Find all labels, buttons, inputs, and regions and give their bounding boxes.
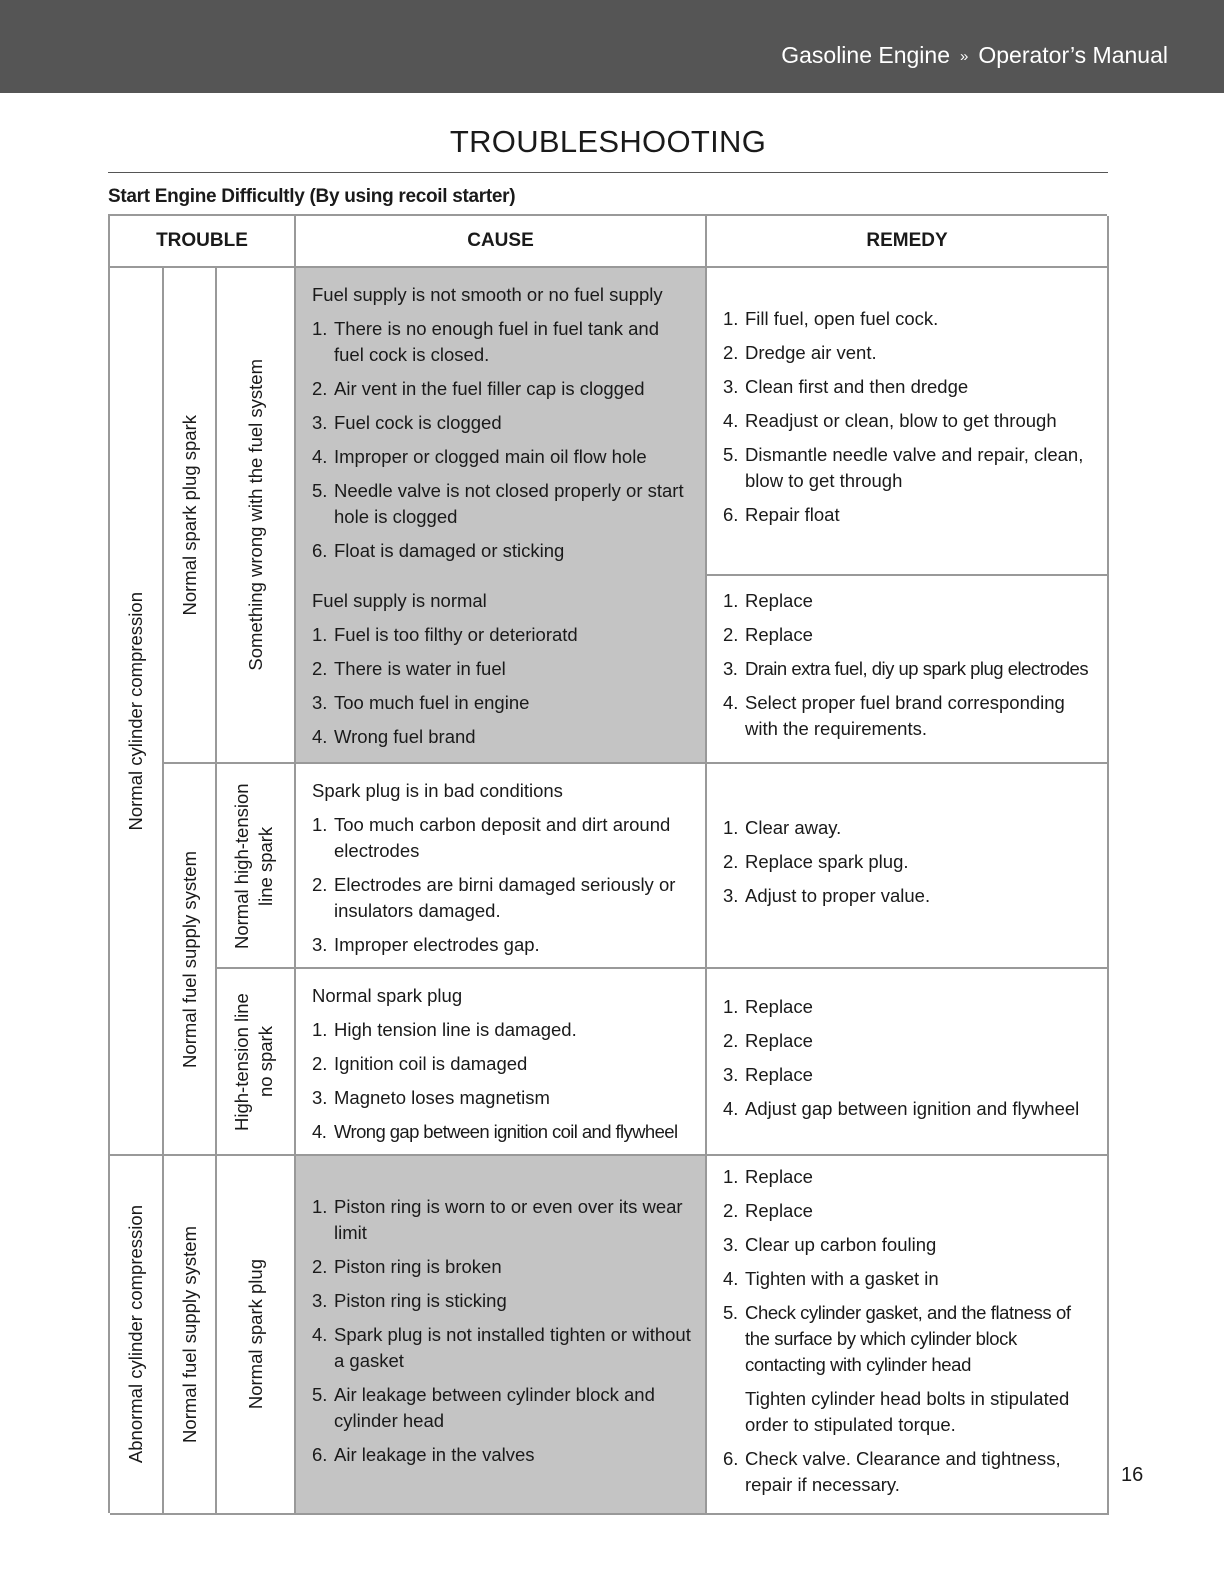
page-header	[0, 0, 1224, 93]
list-item: 5. Check cylinder gasket, and the flatness of the surface by which cylinder block contacting with cylinder head	[723, 1301, 1071, 1375]
list-item: 1. Fill fuel, open fuel cock.	[723, 308, 939, 329]
remedy-fuel-normal	[707, 576, 1109, 764]
list-item: 1. Too much carbon deposit and dirt around electrodes	[312, 814, 671, 861]
cause-list	[312, 316, 691, 564]
cause-normal-spark-plug	[296, 969, 707, 1156]
remedy-list	[723, 306, 1093, 536]
trouble-label: Normal fuel supply system	[178, 850, 200, 1068]
cause-spark-plug-bad	[296, 764, 707, 969]
list-item: 2. Electrodes are birni damaged seriously or insulators damaged.	[312, 874, 676, 921]
list-item: 2. Piston ring is broken	[312, 1255, 502, 1277]
list-item: 4. Adjust gap between ignition and flywheel	[723, 1097, 1080, 1119]
trouble-label: Normal high-tension line spark	[230, 782, 276, 949]
trouble-ht-line-no-spark	[217, 969, 296, 1156]
troubleshooting-table	[108, 214, 1107, 1513]
section-title: Start Engine Difficultly (By using recoil starter)	[108, 186, 516, 207]
trouble-label: Normal fuel supply system	[178, 1226, 200, 1443]
list-item: 2. There is water in fuel	[312, 658, 506, 679]
list-item: 3. Clear up carbon fouling	[723, 1233, 937, 1255]
cause-list	[312, 1017, 691, 1145]
cause-fuel-not-smooth	[296, 268, 707, 576]
trouble-normal-spark-plug	[217, 1156, 296, 1515]
list-item: 5. Needle valve is not closed properly or start hole is clogged	[312, 480, 684, 527]
cause-title: Normal spark plug	[312, 985, 463, 1006]
list-item: 1. Replace	[723, 590, 813, 611]
header-remedy: REMEDY	[707, 216, 1109, 268]
trouble-label: Abnormal cylinder compression	[125, 1205, 146, 1464]
list-item: 4. Spark plug is not installed tighten or without a gasket	[312, 1323, 691, 1371]
remedy-spark-plug-bad	[707, 764, 1109, 969]
trouble-label: Something wrong with the fuel system	[244, 359, 266, 671]
list-item: 3. Piston ring is sticking	[312, 1289, 507, 1311]
remedy-note: Tighten cylinder head bolts in stipulated order to stipulated torque.	[745, 1387, 1070, 1435]
trouble-normal-ht-line-spark	[217, 764, 296, 969]
list-item: 1. Replace	[723, 1165, 813, 1187]
list-item: 2. Replace spark plug.	[723, 850, 909, 872]
list-item: 3. Magneto loses magnetism	[312, 1087, 550, 1108]
remedy-list	[723, 994, 1093, 1130]
trouble-label: High-tension line no spark	[230, 992, 276, 1131]
cause-fuel-normal	[296, 576, 707, 764]
list-item: 5. Air leakage between cylinder block and cylinder head	[312, 1383, 655, 1431]
list-item: 1. Fuel is too filthy or deterioratd	[312, 624, 578, 645]
list-item: 2. Replace	[723, 624, 813, 645]
remedy-fuel-not-smooth	[707, 268, 1109, 576]
list-item: 6. Check valve. Clearance and tightness, repair if necessary.	[723, 1447, 1061, 1495]
trouble-wrong-fuel-system	[217, 268, 296, 764]
list-item: 4. Wrong gap between ignition coil and flywheel	[312, 1121, 678, 1142]
list-item: 2. Dredge air vent.	[723, 342, 877, 363]
trouble-normal-fuel-supply	[164, 764, 217, 1156]
header-product: Gasoline Engine	[781, 42, 951, 68]
list-item: 3. Replace	[723, 1063, 813, 1085]
list-item: 2. Ignition coil is damaged	[312, 1053, 528, 1074]
trouble-normal-fuel-supply-abnormal	[164, 1156, 217, 1515]
list-item: 3. Adjust to proper value.	[723, 884, 931, 906]
list-item: 1. Clear away.	[723, 816, 842, 838]
list-item: 3. Drain extra fuel, diy up spark plug electrodes	[723, 658, 1089, 679]
title-divider	[108, 172, 1108, 173]
remedy-list	[723, 815, 1093, 917]
cause-title: Fuel supply is normal	[312, 590, 487, 611]
trouble-abnormal-compression	[110, 1156, 164, 1515]
cause-title: Fuel supply is not smooth or no fuel supply	[312, 284, 663, 305]
list-item: 1. Replace	[723, 995, 813, 1017]
list-item: 2. Air vent in the fuel filler cap is clogged	[312, 378, 645, 399]
remedy-list	[723, 588, 1093, 750]
header-trouble: TROUBLE	[110, 216, 296, 268]
remedy-abnormal-compression	[707, 1156, 1109, 1515]
list-item: 1. Piston ring is worn to or even over its wear limit	[312, 1195, 683, 1243]
list-item: 3. Improper electrodes gap.	[312, 934, 540, 955]
list-item: 1. There is no enough fuel in fuel tank and fuel cock is closed.	[312, 318, 660, 365]
cause-list	[312, 1194, 691, 1476]
remedy-list	[723, 1164, 1093, 1386]
list-item: 4. Wrong fuel brand	[312, 726, 476, 747]
list-item: 4. Tighten with a gasket in	[723, 1267, 939, 1289]
trouble-normal-compression	[110, 268, 164, 1156]
list-item: 4. Readjust or clean, blow to get through	[723, 410, 1057, 431]
remedy-normal-spark-plug	[707, 969, 1109, 1156]
list-item: 4. Select proper fuel brand corresponding with the requirements.	[723, 692, 1065, 739]
list-item: 4. Improper or clogged main oil flow hole	[312, 446, 647, 467]
page-number: 16	[1121, 1464, 1144, 1486]
header-manual: Operator’s Manual	[978, 42, 1168, 68]
list-item: 2. Replace	[723, 1029, 813, 1051]
trouble-label: Normal spark plug spark	[178, 414, 200, 616]
page-title: TROUBLESHOOTING	[449, 124, 767, 159]
list-item: 6. Repair float	[723, 504, 840, 525]
header-title	[781, 42, 1168, 69]
list-item: 3. Clean first and then dredge	[723, 376, 969, 397]
header-separator: »	[960, 48, 969, 65]
list-item: 6. Air leakage in the valves	[312, 1443, 535, 1465]
list-item: 3. Too much fuel in engine	[312, 692, 530, 713]
trouble-label: Normal spark plug	[244, 1259, 266, 1410]
list-item: 1. High tension line is damaged.	[312, 1019, 577, 1040]
cause-list	[312, 812, 691, 958]
list-item: 5. Dismantle needle valve and repair, clean, blow to get through	[723, 444, 1084, 491]
list-item: 3. Fuel cock is clogged	[312, 412, 502, 433]
trouble-label: Normal cylinder compression	[125, 591, 146, 831]
list-item: 2. Replace	[723, 1199, 813, 1221]
list-item: 6. Float is damaged or sticking	[312, 540, 565, 561]
trouble-normal-spark-plug-spark	[164, 268, 217, 764]
cause-list	[312, 622, 691, 750]
remedy-list-cont	[723, 1446, 1093, 1506]
header-cause: CAUSE	[296, 216, 707, 268]
cause-title: Spark plug is in bad conditions	[312, 780, 563, 801]
cause-abnormal-compression	[296, 1156, 707, 1515]
